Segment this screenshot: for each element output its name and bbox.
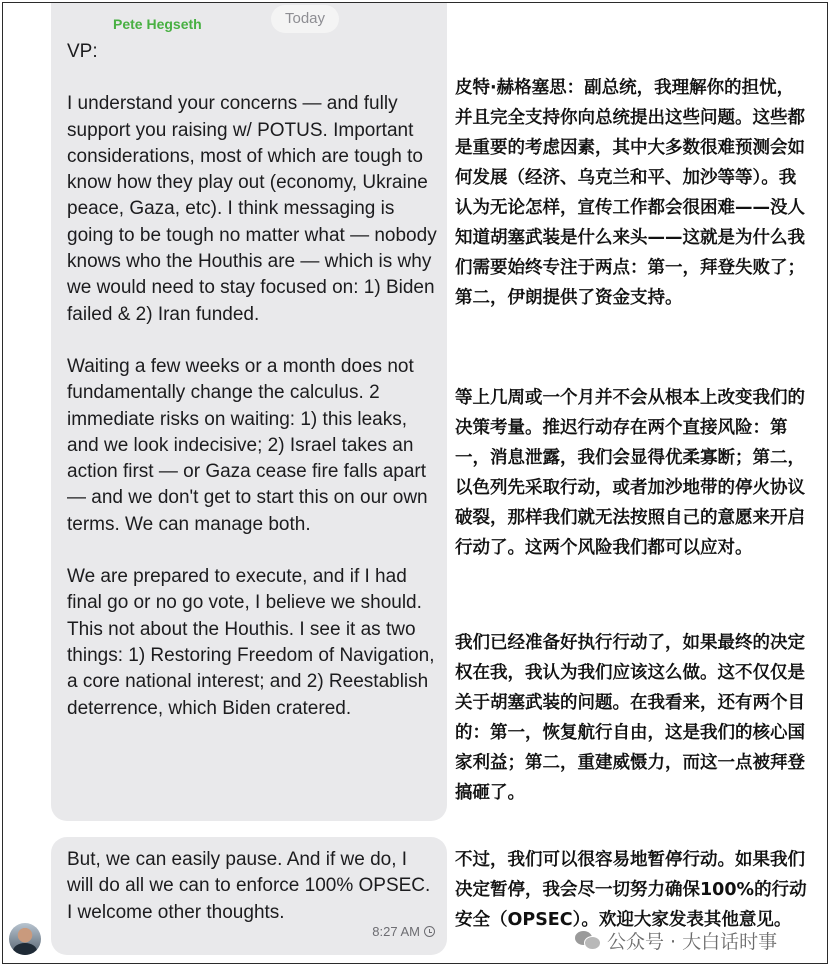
avatar[interactable]	[9, 923, 41, 955]
wechat-icon	[575, 929, 601, 951]
date-separator: Today	[271, 5, 339, 33]
message-bubble-main[interactable]	[51, 3, 447, 821]
message-bubble-second[interactable]	[51, 837, 447, 955]
message-paragraph-1: I understand your concerns — and fully support you raising w/ POTUS. Important considerations, most of which are tough to know how they play out (economy, Ukraine peace, Gaza, etc). I think messaging is going to be tough no matter what — nobody knows who the Houthis are — which is why we would need to stay focused on: 1) Biden failed & 2) Iran funded.	[67, 93, 437, 325]
clock-icon	[424, 926, 435, 937]
translation-paragraph-4: 不过，我们可以很容易地暂停行动。如果我们决定暂停，我会尽一切努力确保100%的行动安全（OPSEC）。欢迎大家发表其他意见。	[455, 850, 807, 930]
message-paragraph-2: Waiting a few weeks or a month does not fundamentally change the calculus. 2 immediate risks on waiting: 1) this leaks, and we look indecisive; 2) Israel takes an action first — or Gaza cease fire falls apart — and we don't get to start this on our own terms. We can manage both.	[67, 355, 428, 535]
screenshot-frame	[2, 2, 828, 964]
message-timestamp	[372, 919, 435, 945]
sender-name: Pete Hegseth	[113, 16, 202, 32]
message-body	[67, 39, 439, 722]
translation-paragraph-2: 等上几周或一个月并不会从根本上改变我们的决策考量。推迟行动存在两个直接风险：第一，消息泄露，我们会显得优柔寡断；第二，以色列先采取行动，或者加沙地带的停火协议破裂，那样我们就无法按照自己的意愿来开启行动了。这两个风险我们都可以应对。	[455, 388, 805, 558]
timestamp-text: 8:27 AM	[372, 923, 420, 939]
message-paragraph-4: But, we can easily pause. And if we do, I will do all we can to enforce 100% OPSEC. I welcome other thoughts.	[67, 849, 431, 923]
translation-paragraph-3: 我们已经准备好执行行动了，如果最终的决定权在我，我认为我们应该这么做。这不仅仅是关于胡塞武装的问题。在我看来，还有两个目的：第一，恢复航行自由，这是我们的核心国家利益；第二，重建威慑力，而这一点被拜登搞砸了。	[455, 633, 805, 803]
message-line-greeting: VP:	[67, 41, 98, 62]
translation-paragraph-1: 皮特·赫格塞思：副总统，我理解你的担忧，并且完全支持你向总统提出这些问题。这些都是重要的考虑因素，其中大多数很难预测会如何发展（经济、乌克兰和平、加沙等等）。我认为无论怎样，宣传工作都会很困难——没人知道胡塞武装是什么来头——这就是为什么我们需要始终专注于两点：第一，拜登失败了；第二，伊朗提供了资金支持。	[455, 78, 805, 308]
watermark	[575, 927, 777, 953]
message-paragraph-3: We are prepared to execute, and if I had final go or no go vote, I believe we should. This not about the Houthis. I see it as two things: 1) Restoring Freedom of Navigation, a core national interest; and 2) Reestablish deterrence, which Biden cratered.	[67, 566, 435, 719]
watermark-text: 公众号 · 大白话时事	[607, 930, 778, 953]
